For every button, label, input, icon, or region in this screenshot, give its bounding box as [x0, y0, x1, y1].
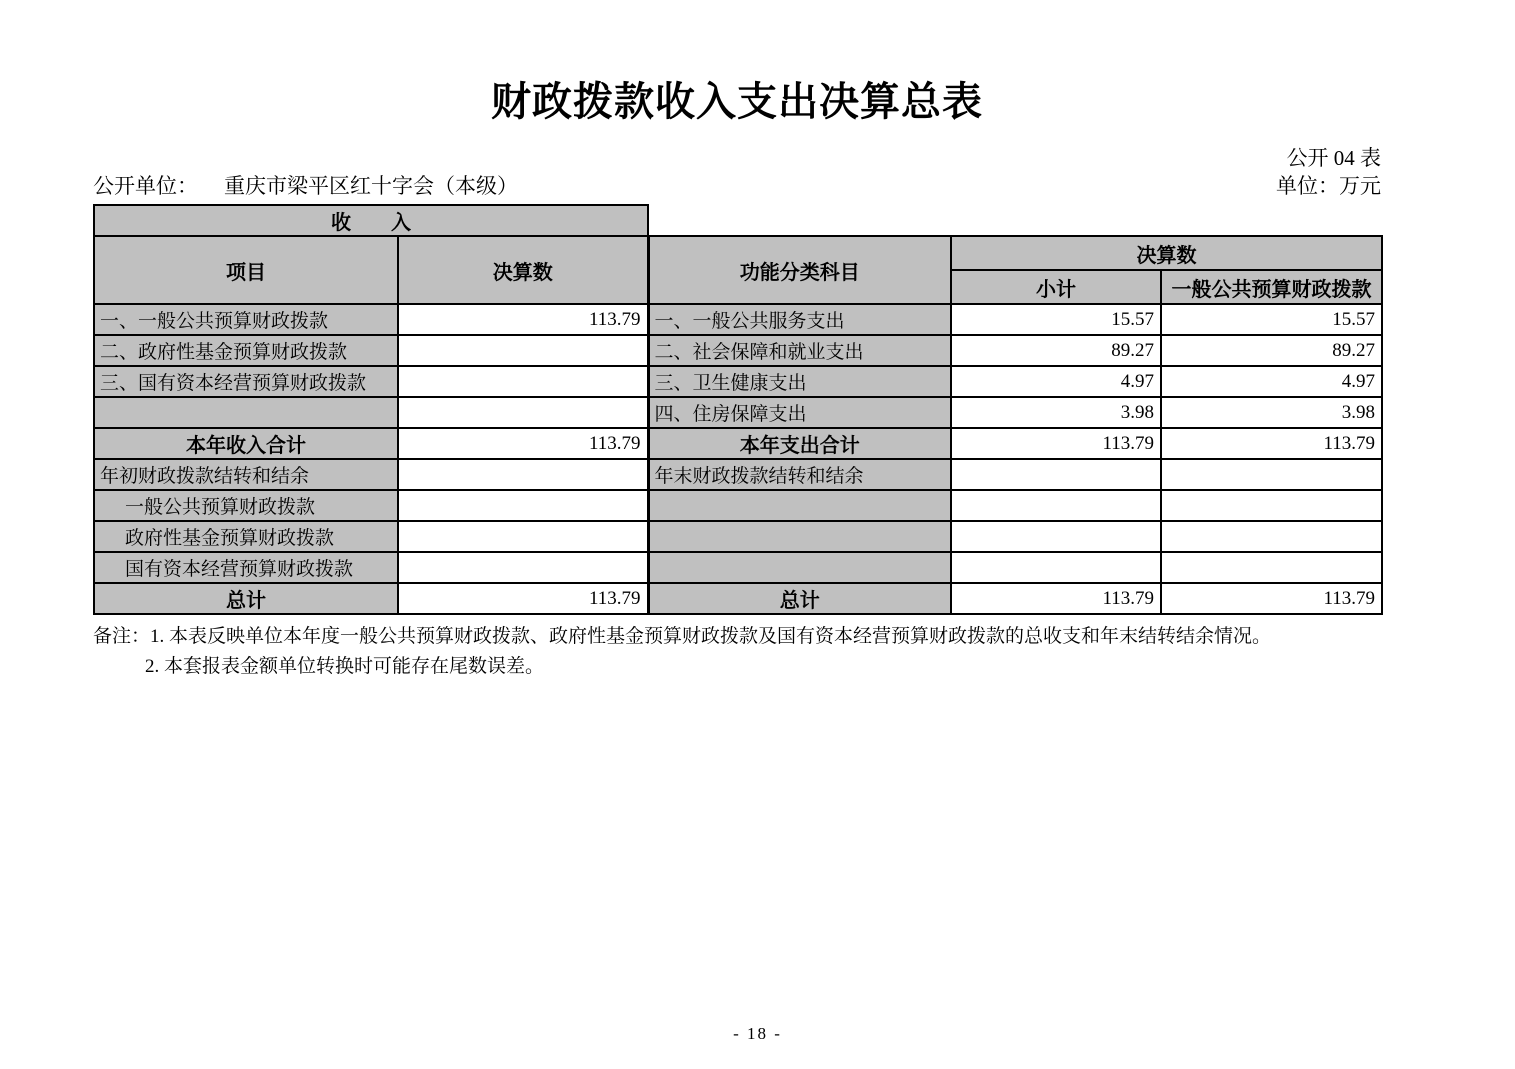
page-title: 财政拨款收入支出决算总表: [491, 79, 983, 124]
row-subtotal-value: 89.27: [951, 335, 1161, 366]
row-item-value: [398, 521, 648, 552]
row-item-label: 政府性基金预算财政拨款: [94, 521, 398, 552]
row-category-label: 一、一般公共服务支出: [648, 304, 951, 335]
row-item-value: [398, 552, 648, 583]
table-row: [94, 366, 1382, 397]
row-general-value: 3.98: [1161, 397, 1382, 428]
row-item-value: 113.79: [398, 428, 648, 459]
page-number: - 18 -: [733, 1024, 782, 1043]
unit-line: [93, 174, 1381, 198]
row-item-value: [398, 459, 648, 490]
row-subtotal-value: 3.98: [951, 397, 1161, 428]
row-item-label: 年初财政拨款结转和结余: [94, 459, 398, 490]
table-row: [94, 428, 1382, 459]
col-header-item: 项目: [94, 236, 398, 304]
row-general-value: 15.57: [1161, 304, 1382, 335]
row-item-label: 国有资本经营预算财政拨款: [94, 552, 398, 583]
row-category-label: [648, 552, 951, 583]
table-row: [94, 552, 1382, 583]
row-item-label: 一般公共预算财政拨款: [94, 490, 398, 521]
col-header-left-amount: 决算数: [398, 236, 648, 304]
table-number: 公开 04 表: [1286, 146, 1381, 170]
table-row: [94, 490, 1382, 521]
notes: [93, 622, 1381, 682]
row-category-label: 年末财政拨款结转和结余: [648, 459, 951, 490]
row-category-label: 总计: [648, 583, 951, 614]
row-item-value: [398, 490, 648, 521]
row-general-value: 89.27: [1161, 335, 1382, 366]
row-item-label: 三、国有资本经营预算财政拨款: [94, 366, 398, 397]
col-header-right-amount-group: 决算数: [951, 236, 1382, 270]
unit-label: 公开单位：: [93, 174, 198, 198]
row-subtotal-value: 4.97: [951, 366, 1161, 397]
row-item-value: 113.79: [398, 304, 648, 335]
row-subtotal-value: [951, 552, 1161, 583]
row-general-value: 113.79: [1161, 428, 1382, 459]
income-section-header: 收 入: [94, 205, 648, 236]
row-subtotal-value: [951, 490, 1161, 521]
table-row: [94, 583, 1382, 614]
row-subtotal-value: 113.79: [951, 583, 1161, 614]
row-item-value: [398, 397, 648, 428]
row-subtotal-value: 15.57: [951, 304, 1161, 335]
col-header-general-budget: 一般公共预算财政拨款: [1161, 270, 1382, 304]
row-item-label: [94, 397, 398, 428]
note-line-2: 2. 本套报表金额单位转换时可能存在尾数误差。: [145, 656, 545, 677]
row-item-label: 本年收入合计: [94, 428, 398, 459]
row-general-value: [1161, 459, 1382, 490]
row-subtotal-value: 113.79: [951, 428, 1161, 459]
row-subtotal-value: [951, 521, 1161, 552]
table-row: [94, 459, 1382, 490]
row-general-value: [1161, 490, 1382, 521]
row-general-value: 4.97: [1161, 366, 1382, 397]
fiscal-appropriation-table: [93, 204, 1383, 615]
row-category-label: 本年支出合计: [648, 428, 951, 459]
row-item-value: [398, 335, 648, 366]
row-general-value: [1161, 552, 1382, 583]
col-header-category: 功能分类科目: [648, 236, 951, 304]
publishing-unit: [93, 174, 518, 198]
row-category-label: [648, 490, 951, 521]
row-subtotal-value: [951, 459, 1161, 490]
blank-top-right-area: [648, 205, 1382, 236]
table-row: [94, 397, 1382, 428]
table-body: [94, 205, 1382, 614]
col-header-subtotal: 小计: [951, 270, 1161, 304]
row-category-label: 四、住房保障支出: [648, 397, 951, 428]
row-category-label: 三、卫生健康支出: [648, 366, 951, 397]
income-section-header-row: [94, 205, 1382, 236]
table-row: [94, 521, 1382, 552]
note-line-1: 备注：1. 本表反映单位本年度一般公共预算财政拨款、政府性基金预算财政拨款及国有资本经营预算财政拨款的总收支和年末结转结余情况。: [93, 626, 1272, 647]
row-item-value: [398, 366, 648, 397]
unit-name: 重庆市梁平区红十字会（本级）: [224, 174, 518, 198]
row-item-value: 113.79: [398, 583, 648, 614]
row-general-value: [1161, 521, 1382, 552]
column-header-row: [94, 236, 1382, 270]
content-area: [93, 0, 1381, 682]
table-row: [94, 335, 1382, 366]
row-category-label: [648, 521, 951, 552]
row-item-label: 二、政府性基金预算财政拨款: [94, 335, 398, 366]
row-general-value: 113.79: [1161, 583, 1382, 614]
row-item-label: 总计: [94, 583, 398, 614]
row-category-label: 二、社会保障和就业支出: [648, 335, 951, 366]
currency-unit: 单位：万元: [1276, 174, 1381, 198]
row-item-label: 一、一般公共预算财政拨款: [94, 304, 398, 335]
table-row: [94, 304, 1382, 335]
